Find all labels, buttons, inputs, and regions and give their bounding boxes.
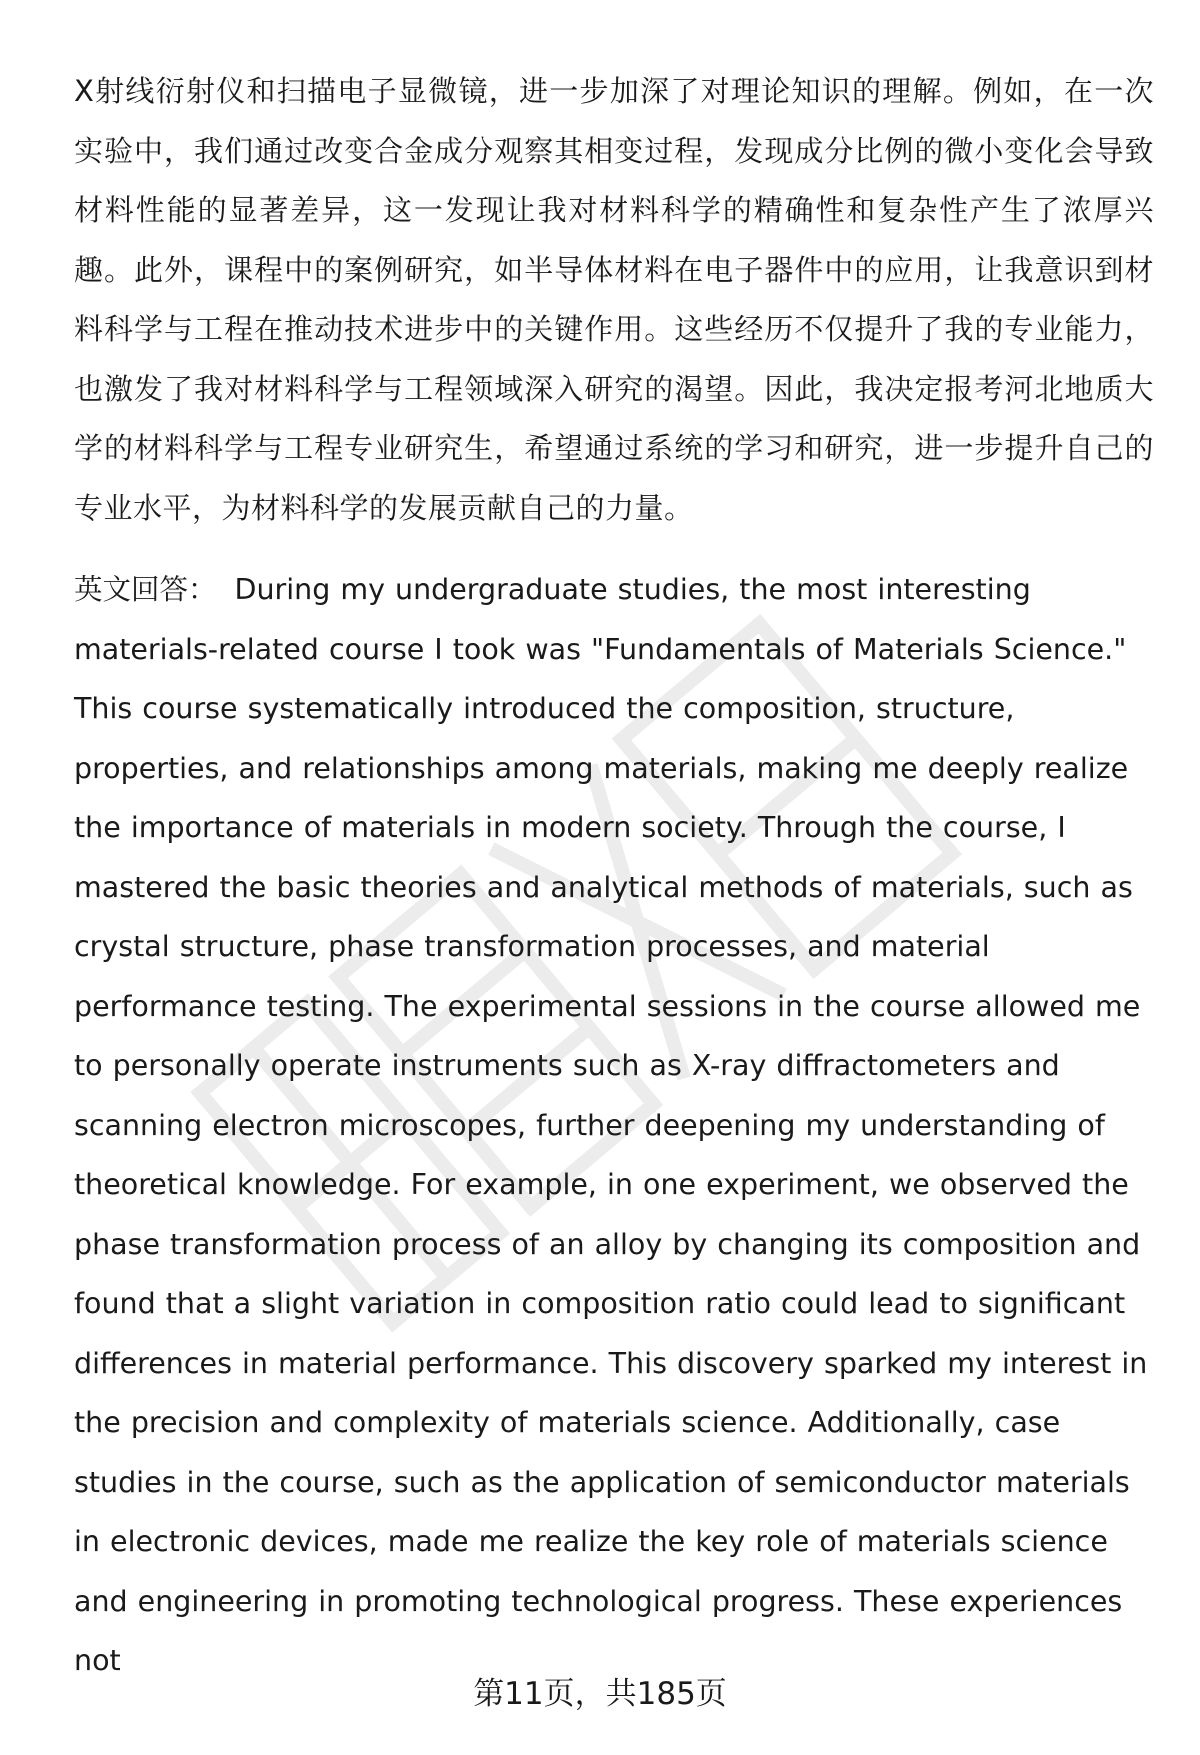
- english-answer-paragraph: [74, 560, 1154, 1691]
- english-answer-text: During my undergraduate studies, the most interesting materials-related course I took was "Fundamentals of Materials Science." This course systematically introduced the composition, structure, properties, and relationships among materials, making me deeply realize the importance of materials in modern society. Through the course, I mastered the basic theories and analytical methods of materials, such as crystal structure, phase transformation processes, and material performance testing. The experimental sessions in the course allowed me to personally operate instruments such as X-ray diffractometers and scanning electron microscopes, further deepening my understanding of theoretical knowledge. For example, in one experiment, we observed the phase transformation process of an alloy by changing its composition and found that a slight variation in composition ratio could lead to significant differences in material performance. This discovery sparked my interest in the precision and complexity of materials science. Additionally, case studies in the course, such as the application of semiconductor materials in electronic devices, made me realize the key role of materials science and engineering in promoting technological progress. These experiences not: [74, 573, 1148, 1677]
- english-answer-label: 英文回答：: [74, 573, 217, 606]
- chinese-answer-paragraph: X射线衍射仪和扫描电子显微镜，进一步加深了对理论知识的理解。例如，在一次实验中，我们通过改变合金成分观察其相变过程，发现成分比例的微小变化会导致材料性能的显著差异，这一发现让我对材料科学的精确性和复杂性产生了浓厚兴趣。此外，课程中的案例研究，如半导体材料在电子器件中的应用，让我意识到材料科学与工程在推动技术进步中的关键作用。这些经历不仅提升了我的专业能力，也激发了我对材料科学与工程领域深入研究的渴望。因此，我决定报考河北地质大学的材料科学与工程专业研究生，希望通过系统的学习和研究，进一步提升自己的专业水平，为材料科学的发展贡献自己的力量。: [74, 74, 1154, 525]
- page-number-footer: 第11页，共185页: [473, 1676, 727, 1712]
- main-content: [74, 62, 1154, 1691]
